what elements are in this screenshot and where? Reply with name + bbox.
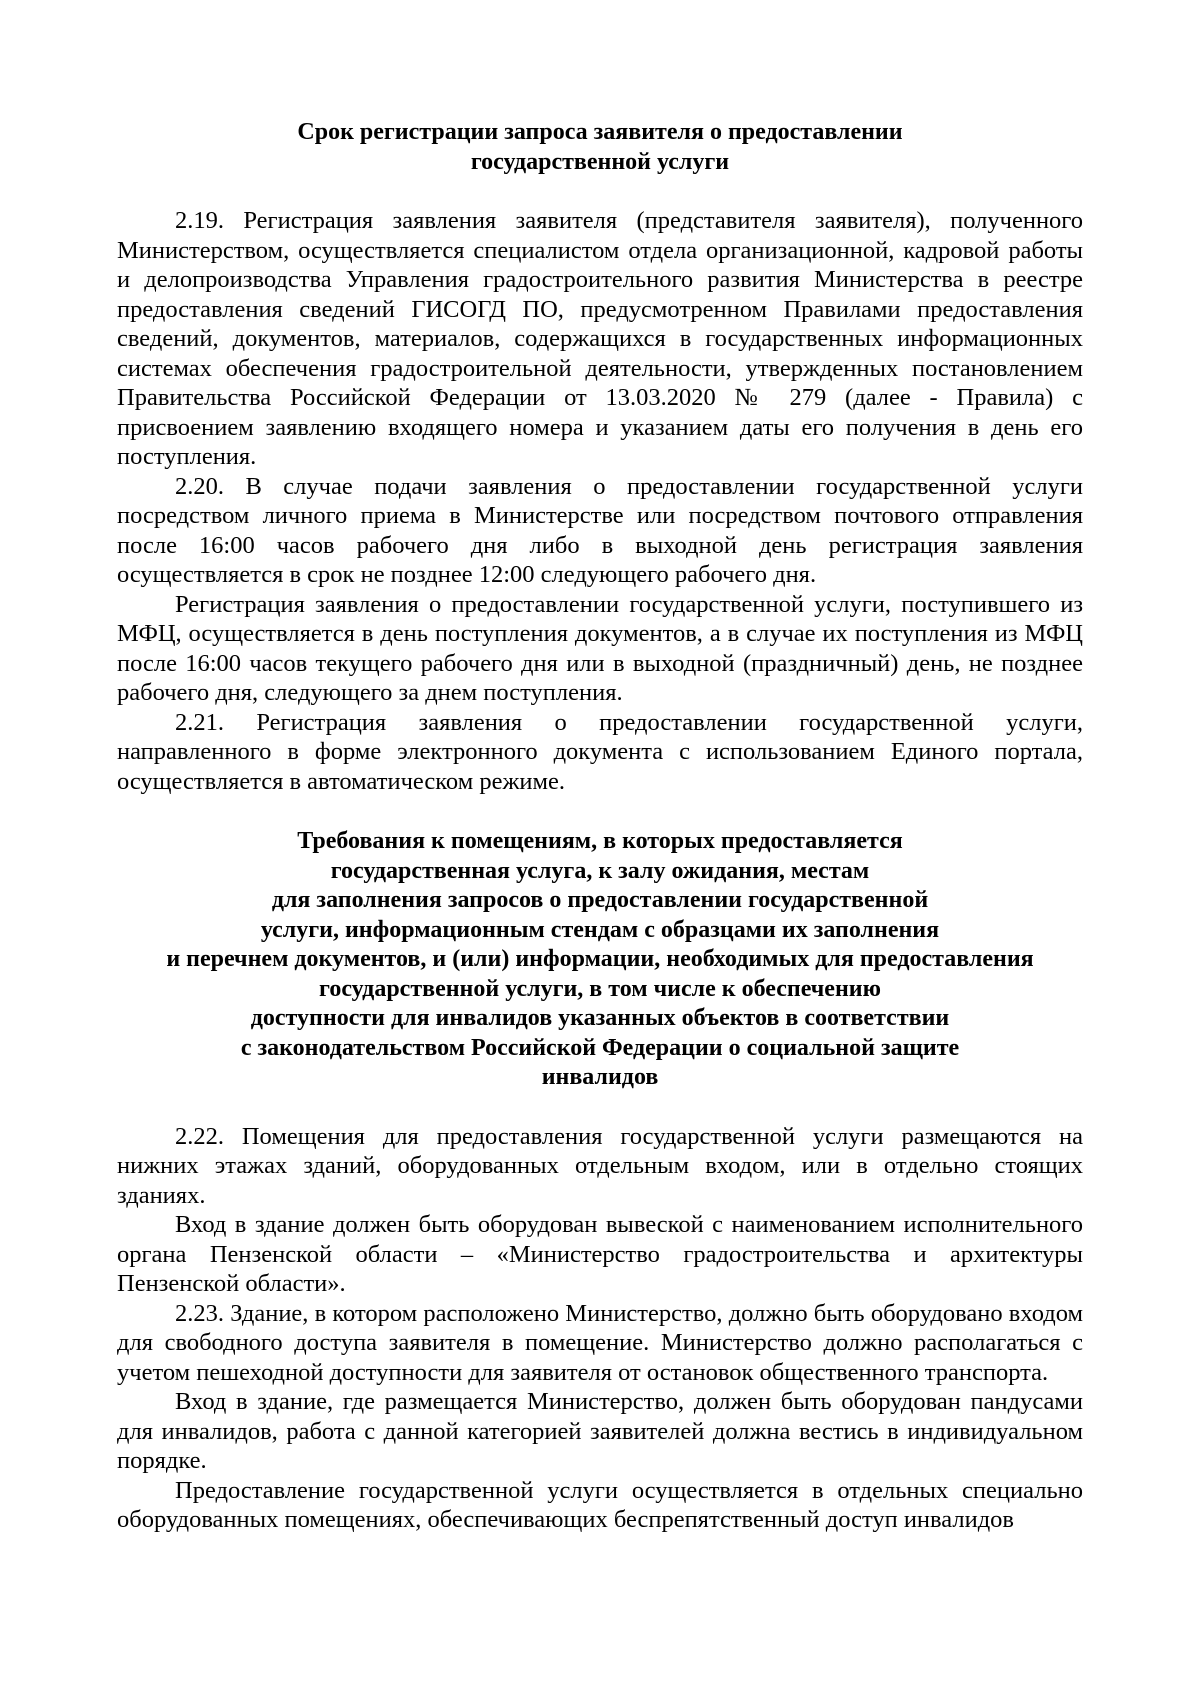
heading-line: и перечнем документов, и (или) информации, необходимых для предоставления [166,946,1034,972]
heading-line: услуги, информационным стендам с образцами их заполнения [260,916,940,943]
heading-line: инвалидов [541,1064,659,1090]
heading-line: для заполнения запросов о предоставлении государственной [271,887,929,913]
paragraph-2-23: 2.23. Здание, в котором расположено Министерство, должно быть оборудовано входом для свободного доступа заявителя в помещение. Министерство должно располагаться с учетом пешеходной доступности для заявителя от остановок общественного транспорта. [117,1299,1083,1386]
heading-line: государственной услуги [470,148,730,175]
paragraph-2-22: 2.22. Помещения для предоставления государственной услуги размещаются на нижних этажах зданий, оборудованных отдельным входом, или в отдельно стоящих зданиях. [117,1122,1083,1209]
paragraph-2-19: 2.19. Регистрация заявления заявителя (представителя заявителя), полученного Министерством, осуществляется специалистом отдела организационной, кадровой работы и делопроизводства Управления градостроительного развития Министерства в реестре предоставления сведений ГИСОГД ПО, предусмотренном Правилами предоставления сведений, документов, материалов, содержащихся в государственных информационных системах обеспечения градостроительной деятельности, утвержденных постановлением Правительства Российской Федерации от 13.03.2020 № 279 (далее - Правила) с присвоением заявлению входящего номера и указанием даты его получения в день его поступления. [117,207,1083,470]
paragraph-mfc-registration: Регистрация заявления о предоставлении государственной услуги, поступившего из МФЦ, осуществляется в день поступления документов, а в случае их поступления из МФЦ после 16:00 часов текущего рабочего дня или в выходной (праздничный) день, не позднее рабочего дня, следующего за днем поступления. [117,590,1083,706]
paragraph-2-20: 2.20. В случае подачи заявления о предоставлении государственной услуги посредством личного приема в Министерстве или посредством почтового отправления после 16:00 часов рабочего дня либо в выходной день регистрация заявления осуществляется в срок не позднее 12:00 следующего рабочего дня. [117,472,1083,588]
heading-line: государственная услуга, к залу ожидания, местам [330,857,870,884]
section-heading-premises [117,827,1083,1093]
paragraph-ramps: Вход в здание, где размещается Министерство, должен быть оборудован пандусами для инвалидов, работа с данной категорией заявителей должна вестись в индивидуальном порядке. [117,1388,1083,1474]
heading-line: доступности для инвалидов указанных объектов в соответствии [250,1005,950,1031]
heading-line: Требования к помещениям, в которых предоставляется [297,828,903,854]
section-heading-registration [117,118,1083,177]
paragraph-2-21: 2.21. Регистрация заявления о предоставлении государственной услуги, направленного в форме электронного документа с использованием Единого портала, осуществляется в автоматическом режиме. [117,708,1083,795]
heading-line: государственной услуги, в том числе к обеспечению [319,975,881,1002]
heading-line: с законодательством Российской Федерации о социальной защите [240,1034,960,1061]
heading-line: Срок регистрации запроса заявителя о предоставлении [297,119,903,145]
document-body [117,118,1083,1535]
paragraph-entrance-sign: Вход в здание должен быть оборудован вывеской с наименованием исполнительного органа Пензенской области – «Министерство градостроительства и архитектуры Пензенской области». [117,1211,1083,1297]
paragraph-special-premises: Предоставление государственной услуги осуществляется в отдельных специально оборудованных помещениях, обеспечивающих беспрепятственный доступ инвалидов [117,1476,1083,1533]
